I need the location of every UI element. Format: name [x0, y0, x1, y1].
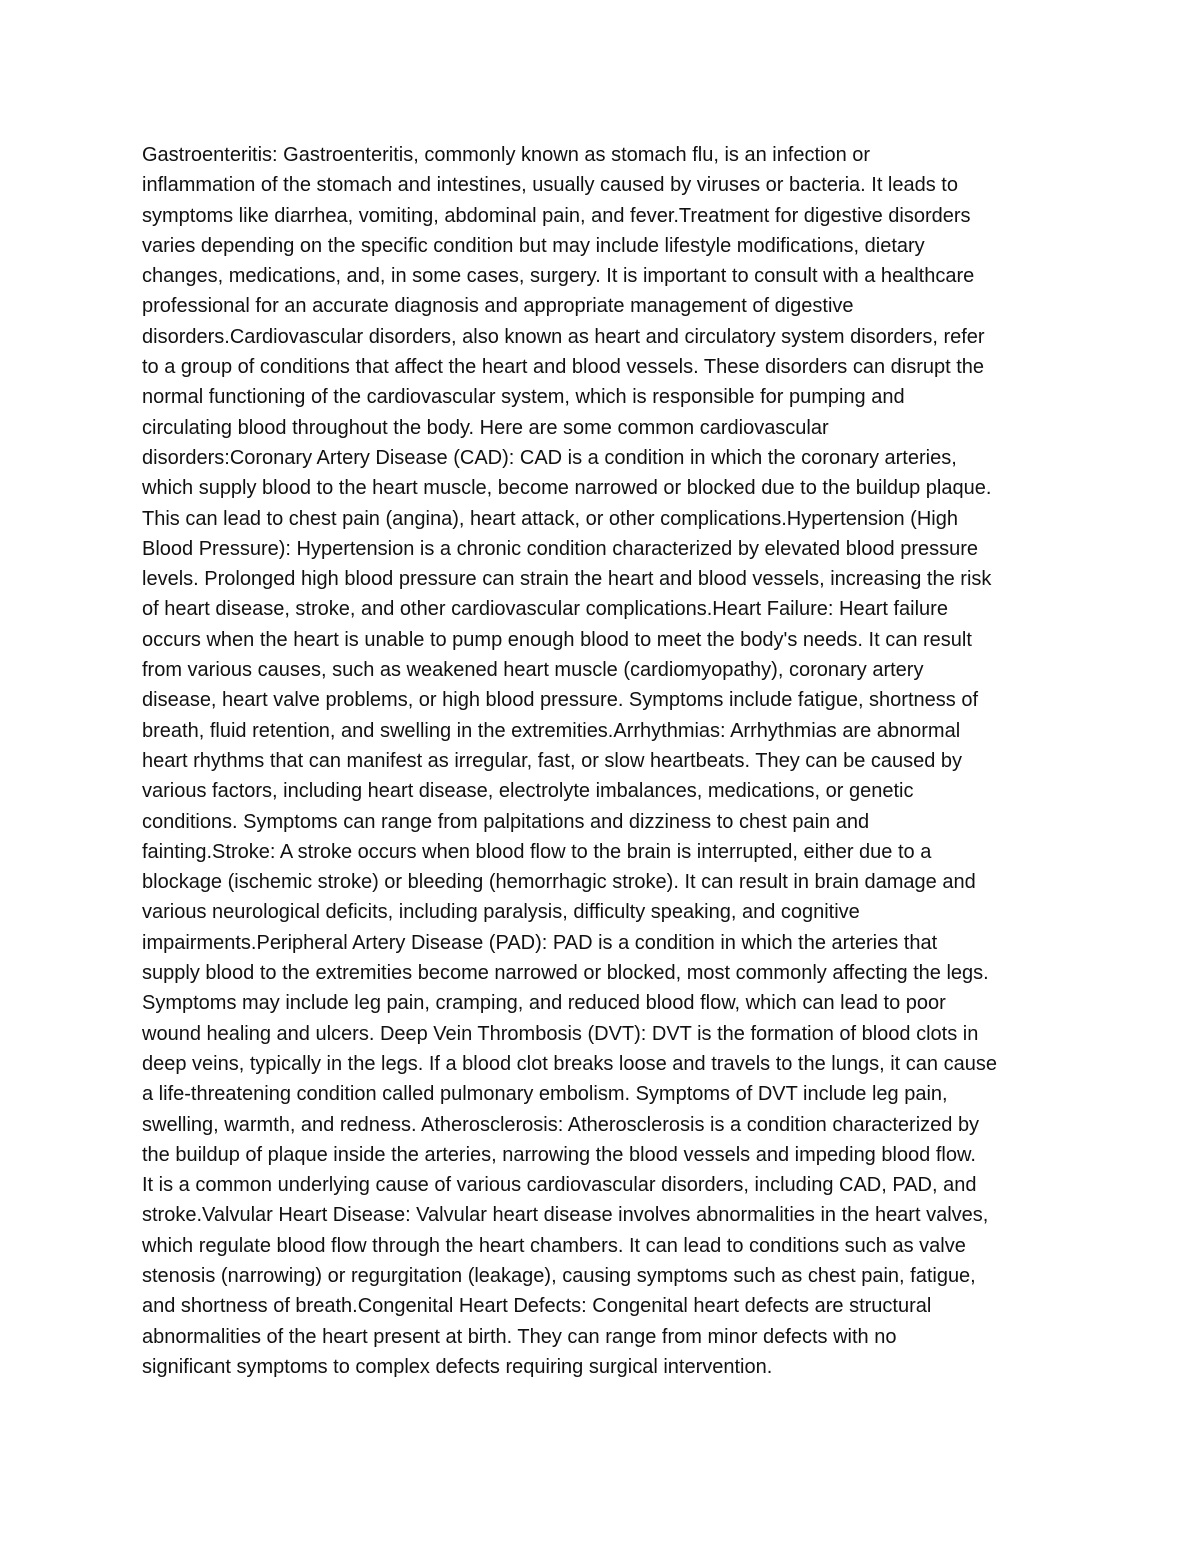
text-line: the buildup of plaque inside the arteries, narrowing the blood vessels and impeding blood flow. — [142, 1143, 976, 1166]
text-line: wound healing and ulcers. Deep Vein Thrombosis (DVT): DVT is the formation of blood clots in — [142, 1022, 979, 1045]
text-line: a life-threatening condition called pulmonary embolism. Symptoms of DVT include leg pain, — [142, 1083, 948, 1106]
text-line: swelling, warmth, and redness. Atherosclerosis: Atherosclerosis is a condition characterized by — [142, 1113, 980, 1136]
text-line: It is a common underlying cause of various cardiovascular disorders, including CAD, PAD, and — [142, 1174, 977, 1197]
text-line: varies depending on the specific condition but may include lifestyle modifications, dietary — [142, 234, 925, 257]
text-line: Symptoms may include leg pain, cramping, and reduced blood flow, which can lead to poor — [142, 992, 946, 1015]
text-line: This can lead to chest pain (angina), heart attack, or other complications.Hypertension (High — [142, 507, 958, 530]
text-line: levels. Prolonged high blood pressure can strain the heart and blood vessels, increasing the risk — [142, 568, 992, 591]
text-line: occurs when the heart is unable to pump enough blood to meet the body's needs. It can result — [142, 628, 972, 651]
text-line: deep veins, typically in the legs. If a blood clot breaks loose and travels to the lungs, it can cause — [142, 1052, 997, 1075]
text-line: supply blood to the extremities become narrowed or blocked, most commonly affecting the legs. — [142, 962, 989, 985]
text-line: breath, fluid retention, and swelling in the extremities.Arrhythmias: Arrhythmias are abnormal — [142, 719, 961, 742]
text-line: which regulate blood flow through the heart chambers. It can lead to conditions such as valve — [142, 1234, 966, 1257]
text-line: stenosis (narrowing) or regurgitation (leakage), causing symptoms such as chest pain, fatigue, — [142, 1264, 976, 1287]
text-line: changes, medications, and, in some cases, surgery. It is important to consult with a healthcare — [142, 265, 975, 288]
text-line: heart rhythms that can manifest as irregular, fast, or slow heartbeats. They can be caused by — [142, 749, 963, 772]
text-line: impairments.Peripheral Artery Disease (PAD): PAD is a condition in which the arteries that — [142, 931, 938, 954]
text-line: and shortness of breath.Congenital Heart Defects: Congenital heart defects are structural — [142, 1295, 932, 1318]
text-line: Blood Pressure): Hypertension is a chronic condition characterized by elevated blood pressure — [142, 537, 979, 560]
text-line: Gastroenteritis: Gastroenteritis, commonly known as stomach flu, is an infection or — [142, 144, 871, 166]
body-paragraph — [142, 140, 1077, 1382]
text-line: from various causes, such as weakened heart muscle (cardiomyopathy), coronary artery — [142, 659, 924, 682]
text-line: various neurological deficits, including paralysis, difficulty speaking, and cognitive — [142, 901, 860, 924]
text-line: circulating blood throughout the body. Here are some common cardiovascular — [142, 416, 829, 439]
text-line: abnormalities of the heart present at birth. They can range from minor defects with no — [142, 1325, 897, 1348]
text-line: stroke.Valvular Heart Disease: Valvular heart disease involves abnormalities in the heart valves, — [142, 1204, 989, 1227]
text-line: various factors, including heart disease, electrolyte imbalances, medications, or genetic — [142, 780, 914, 803]
text-line: of heart disease, stroke, and other cardiovascular complications.Heart Failure: Heart failure — [142, 598, 948, 621]
text-line: which supply blood to the heart muscle, become narrowed or blocked due to the buildup plaque. — [142, 477, 992, 500]
text-line: to a group of conditions that affect the heart and blood vessels. These disorders can disrupt the — [142, 356, 985, 379]
text-line: disorders:Coronary Artery Disease (CAD): CAD is a condition in which the coronary arteries, — [142, 446, 957, 469]
text-line: fainting.Stroke: A stroke occurs when blood flow to the brain is interrupted, either due to a — [142, 840, 932, 863]
text-line: symptoms like diarrhea, vomiting, abdominal pain, and fever.Treatment for digestive disorders — [142, 204, 971, 227]
text-line: professional for an accurate diagnosis and appropriate management of digestive — [142, 295, 854, 318]
text-line: inflammation of the stomach and intestines, usually caused by viruses or bacteria. It leads to — [142, 174, 958, 197]
text-line: blockage (ischemic stroke) or bleeding (hemorrhagic stroke). It can result in brain damage and — [142, 871, 976, 894]
text-line: disorders.Cardiovascular disorders, also known as heart and circulatory system disorders, refer — [142, 325, 985, 348]
text-line: significant symptoms to complex defects requiring surgical intervention. — [142, 1355, 773, 1378]
text-line: conditions. Symptoms can range from palpitations and dizziness to chest pain and — [142, 810, 870, 833]
text-line: disease, heart valve problems, or high blood pressure. Symptoms include fatigue, shortness of — [142, 689, 978, 712]
text-line: normal functioning of the cardiovascular system, which is responsible for pumping and — [142, 386, 905, 409]
